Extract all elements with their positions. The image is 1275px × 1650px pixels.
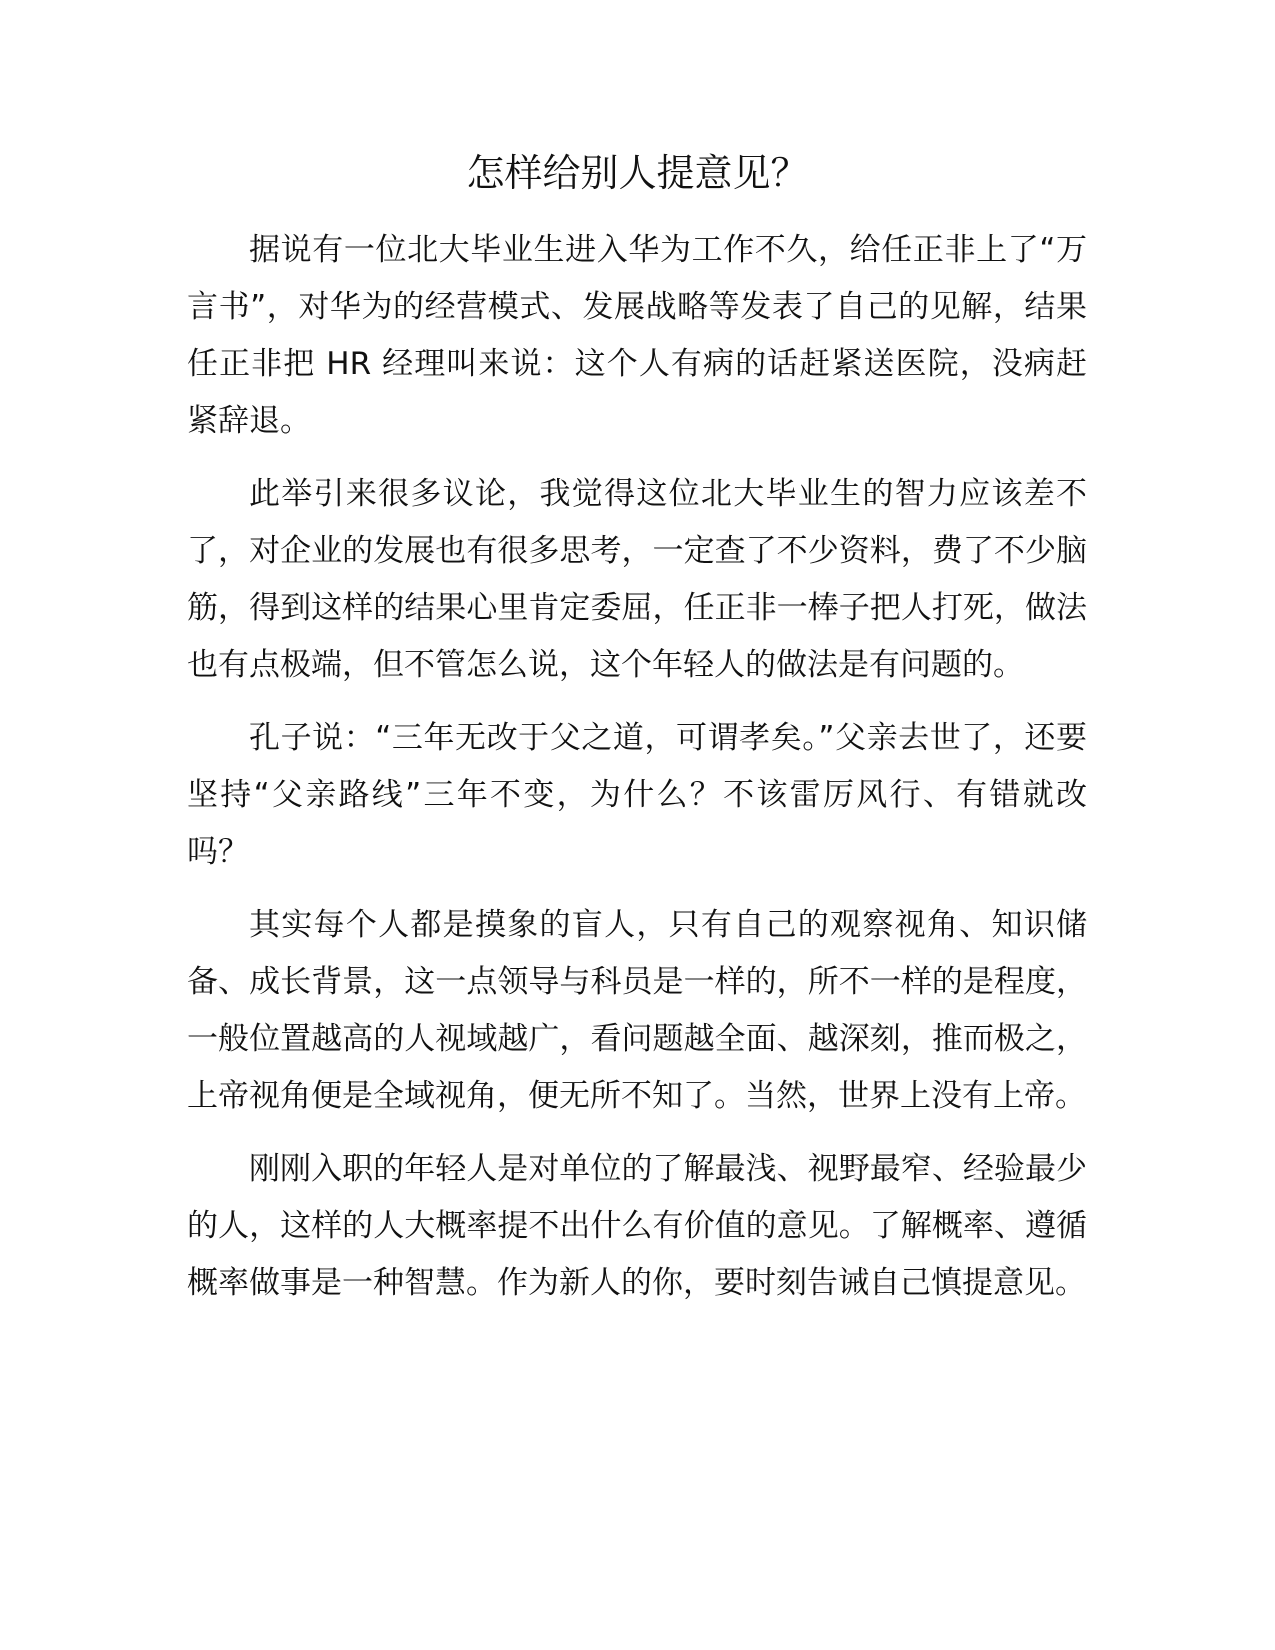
paragraph-4: 其实每个人都是摸象的盲人，只有自己的观察视角、知识储备、成长背景，这一点领导与科员是一样的，所不一样的是程度，一般位置越高的人视域越广，看问题越全面、越深刻，推而极之，上帝视角便是全域视角，便无所不知了。当然，世界上没有上帝。 (187, 907, 1087, 1114)
document-body (187, 222, 1087, 1328)
paragraph-2: 此举引来很多议论，我觉得这位北大毕业生的智力应该差不了，对企业的发展也有很多思考，一定查了不少资料，费了不少脑筋，得到这样的结果心里肯定委屈，任正非一棒子把人打死，做法也有点极端，但不管怎么说，这个年轻人的做法是有问题的。 (187, 476, 1087, 683)
document-title: 怎样给别人提意见？ (466, 151, 809, 195)
paragraph-5: 刚刚入职的年轻人是对单位的了解最浅、视野最窄、经验最少的人，这样的人大概率提不出什么有价值的意见。了解概率、遵循概率做事是一种智慧。作为新人的你，要时刻告诫自己慎提意见。 (187, 1151, 1087, 1301)
paragraph-1: 据说有一位北大毕业生进入华为工作不久，给任正非上了“万言书”，对华为的经营模式、发展战略等发表了自己的见解，结果任正非把 HR 经理叫来说：这个人有病的话赶紧送医院，没病赶紧辞退。 (187, 232, 1087, 439)
paragraph-3: 孔子说：“三年无改于父之道，可谓孝矣。”父亲去世了，还要坚持“父亲路线”三年不变，为什么？不该雷厉风行、有错就改吗？ (187, 720, 1087, 870)
